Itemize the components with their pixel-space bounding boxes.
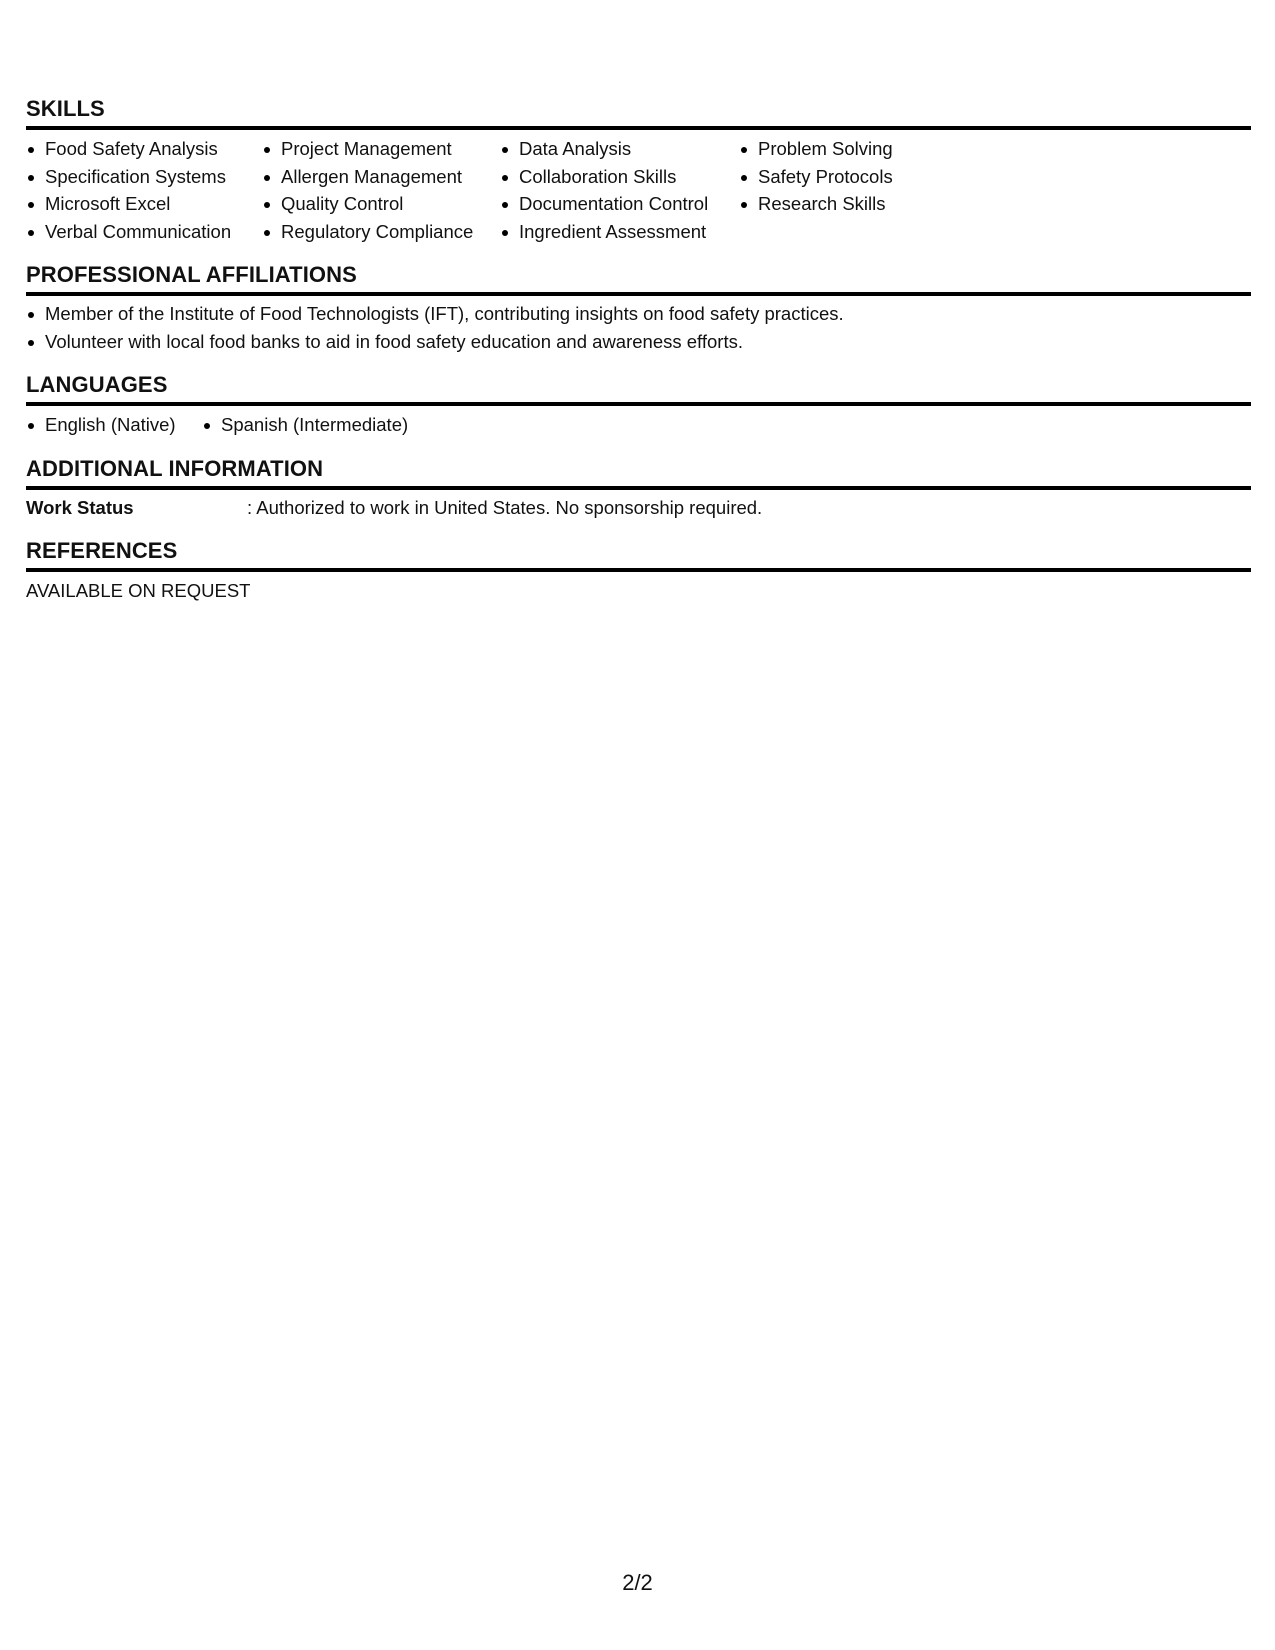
- skill-item: Allergen Management: [262, 163, 473, 191]
- skills-column-4: [739, 135, 893, 218]
- skill-item: Regulatory Compliance: [262, 218, 473, 246]
- references-divider: [26, 568, 1251, 572]
- references-section: [26, 538, 1251, 572]
- skill-item: Ingredient Assessment: [500, 218, 708, 246]
- skill-item: Food Safety Analysis: [26, 135, 231, 163]
- skill-item: Data Analysis: [500, 135, 708, 163]
- affiliation-item: Member of the Institute of Food Technologists (IFT), contributing insights on food safety practices.: [26, 300, 844, 328]
- skill-item: Project Management: [262, 135, 473, 163]
- additional-info-heading: ADDITIONAL INFORMATION: [26, 456, 324, 481]
- languages-divider: [26, 402, 1251, 406]
- skills-divider: [26, 126, 1251, 130]
- additional-info-section: [26, 456, 1251, 490]
- work-status-value: : Authorized to work in United States. No sponsorship required.: [247, 497, 763, 518]
- skill-item: Specification Systems: [26, 163, 231, 191]
- language-item: Spanish (Intermediate): [202, 411, 408, 439]
- skills-column-1: [26, 135, 231, 245]
- skill-item: Documentation Control: [500, 190, 708, 218]
- affiliations-list: [26, 300, 844, 355]
- affiliations-section: [26, 262, 1251, 296]
- affiliations-divider: [26, 292, 1251, 296]
- affiliation-item: Volunteer with local food banks to aid in food safety education and awareness efforts.: [26, 328, 844, 356]
- skill-item: Research Skills: [739, 190, 893, 218]
- skill-item: Problem Solving: [739, 135, 893, 163]
- skills-heading: SKILLS: [26, 96, 105, 121]
- work-status-label: Work Status: [26, 497, 134, 518]
- languages-section: [26, 372, 1251, 406]
- page-number: 2/2: [622, 1570, 653, 1595]
- skill-item: Verbal Communication: [26, 218, 231, 246]
- skill-item: Quality Control: [262, 190, 473, 218]
- skill-item: Collaboration Skills: [500, 163, 708, 191]
- language-item: English (Native): [26, 411, 176, 439]
- skills-column-2: [262, 135, 473, 245]
- skill-item: Microsoft Excel: [26, 190, 231, 218]
- skills-column-3: [500, 135, 708, 245]
- references-heading: REFERENCES: [26, 538, 178, 563]
- skill-item: Safety Protocols: [739, 163, 893, 191]
- references-text: AVAILABLE ON REQUEST: [26, 580, 251, 601]
- affiliations-heading: PROFESSIONAL AFFILIATIONS: [26, 262, 357, 287]
- languages-heading: LANGUAGES: [26, 372, 168, 397]
- skills-section: [26, 96, 1251, 130]
- additional-info-divider: [26, 486, 1251, 490]
